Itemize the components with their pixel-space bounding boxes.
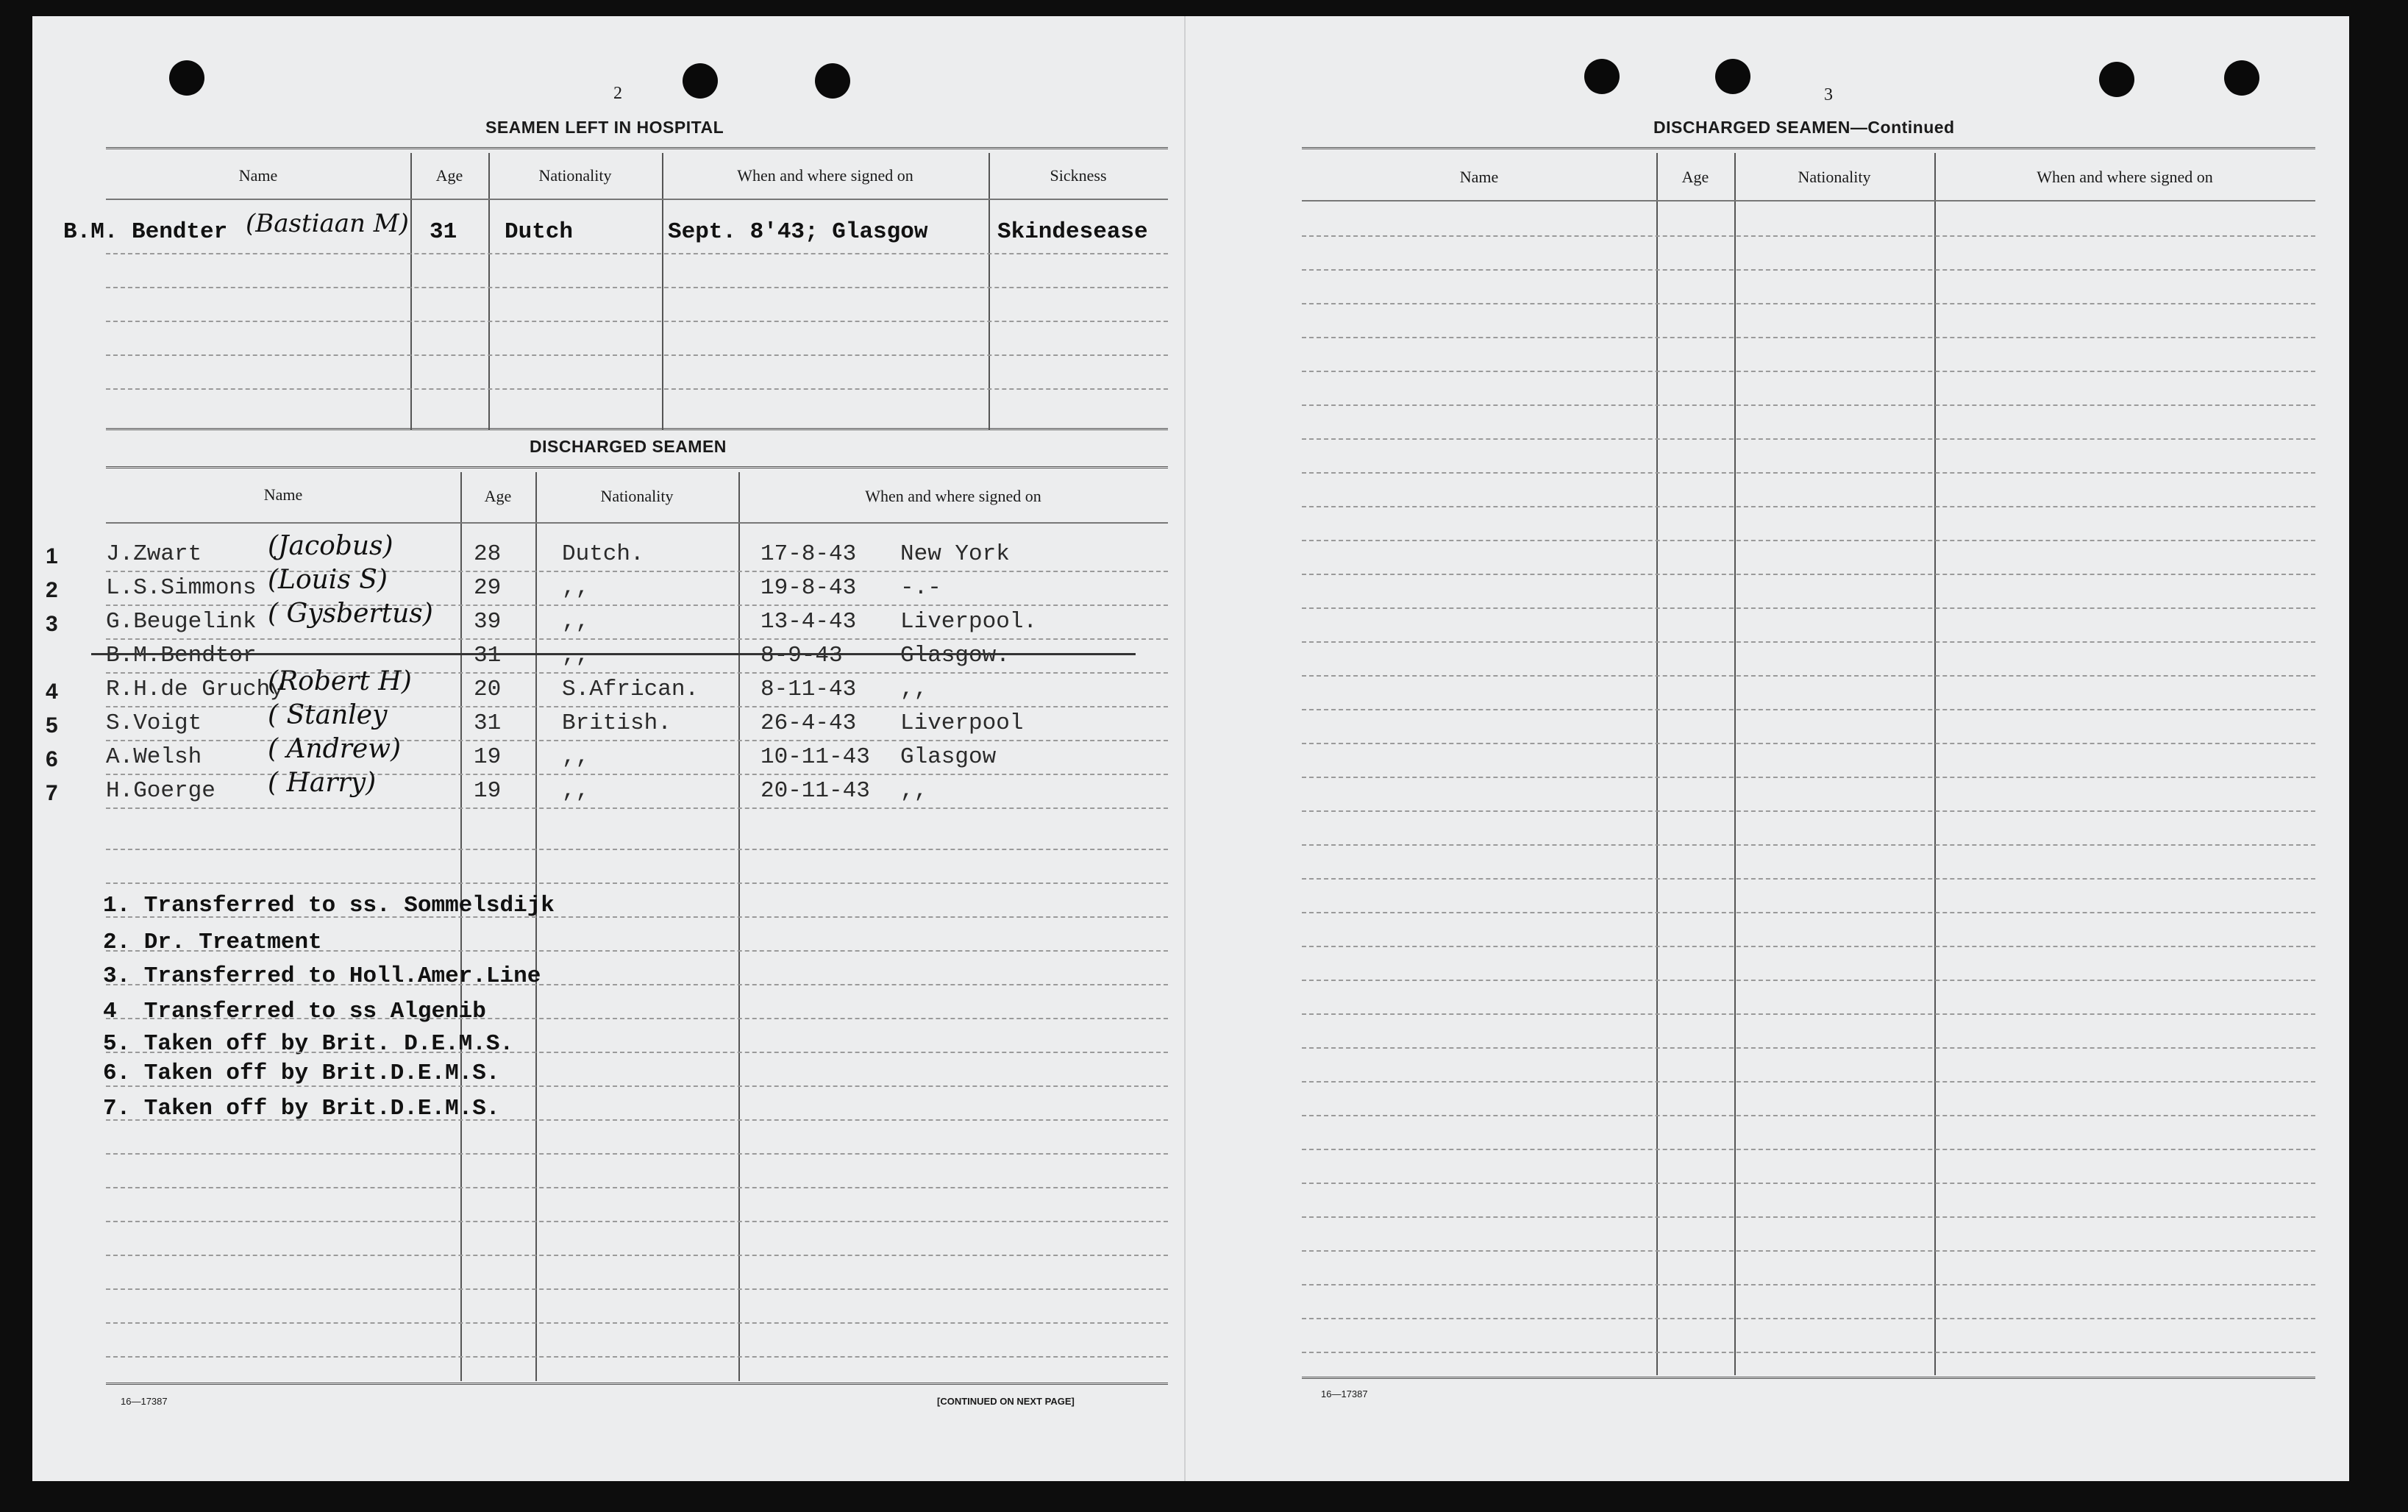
table-bottom-rule <box>106 428 1168 430</box>
row-rule <box>106 1356 1168 1358</box>
row-rule <box>106 1119 1168 1121</box>
strike-through-line <box>91 653 1136 655</box>
row-nat: ,, <box>562 778 590 804</box>
right-page <box>1184 16 2349 1481</box>
header-rule <box>106 199 1168 200</box>
row-rule <box>106 882 1168 884</box>
table-top-rule <box>1302 147 2315 149</box>
row-hand: ( Stanley <box>268 700 388 730</box>
header-rule <box>1302 200 2315 202</box>
row-rule <box>106 1255 1168 1256</box>
page-number: 2 <box>613 84 622 103</box>
row-rule <box>1302 574 2315 575</box>
row-date: 17-8-43 <box>760 541 857 567</box>
row-hand: ( Harry) <box>268 768 377 798</box>
row-rule <box>106 672 1168 674</box>
row-hand: (Jacobus) <box>268 531 393 561</box>
note-line: 3. Transferred to Holl.Amer.Line <box>103 963 541 989</box>
row-age: 19 <box>474 778 502 804</box>
row-rule <box>1302 303 2315 304</box>
row-name: J.Zwart <box>106 541 202 567</box>
row-rule <box>1302 1047 2315 1049</box>
row-rule <box>1302 1115 2315 1116</box>
row-place: Glasgow <box>900 744 997 770</box>
note-line: 2. Dr. Treatment <box>103 930 322 955</box>
row-rule <box>1302 743 2315 744</box>
row-rule <box>1302 607 2315 609</box>
row-rule <box>106 1187 1168 1188</box>
row-rule <box>1302 980 2315 981</box>
row-rule <box>106 1052 1168 1053</box>
punch-hole <box>169 60 204 96</box>
discharged-title: DISCHARGED SEAMEN <box>530 437 727 456</box>
row-num: 6 <box>46 747 58 771</box>
row-rule <box>1302 1081 2315 1083</box>
hospital-sickness: Skindesease <box>997 219 1148 245</box>
row-rule <box>1302 1352 2315 1353</box>
row-nat: S.African. <box>562 677 699 702</box>
row-rule <box>106 774 1168 775</box>
row-nat: ,, <box>562 744 590 770</box>
row-age: 31 <box>474 643 502 668</box>
row-rule <box>106 638 1168 640</box>
col-header-age: Age <box>435 166 463 185</box>
form-code: 16—17387 <box>1321 1388 1368 1399</box>
row-rule <box>106 740 1168 741</box>
row-rule <box>106 388 1168 390</box>
row-date: 13-4-43 <box>760 609 857 635</box>
col-header-signed-on: When and where signed on <box>2037 168 2213 186</box>
row-rule <box>106 1322 1168 1324</box>
row-num: 4 <box>46 680 58 704</box>
row-rule <box>106 287 1168 288</box>
row-rule <box>1302 1250 2315 1252</box>
row-age: 28 <box>474 541 502 567</box>
row-rule <box>106 321 1168 322</box>
row-rule <box>106 706 1168 707</box>
col-header-signed-on: When and where signed on <box>865 487 1041 505</box>
row-rule <box>1302 777 2315 778</box>
punch-hole <box>683 63 718 99</box>
row-place: New York <box>900 541 1010 567</box>
row-rule <box>1302 1013 2315 1015</box>
row-rule <box>1302 371 2315 372</box>
row-age: 19 <box>474 744 502 770</box>
row-rule <box>1302 878 2315 880</box>
note-line: 5. Taken off by Brit. D.E.M.S. <box>103 1031 514 1057</box>
note-line: 4 Transferred to ss Algenib <box>103 999 486 1024</box>
row-rule <box>1302 912 2315 913</box>
row-name: H.Goerge <box>106 778 215 804</box>
row-name: R.H.de Gruchy <box>106 677 284 702</box>
row-rule <box>106 253 1168 254</box>
table-top-rule <box>106 147 1168 149</box>
row-rule <box>106 605 1168 606</box>
hospital-name-handwritten: (Bastiaan M) <box>246 209 409 238</box>
punch-hole <box>2099 62 2134 97</box>
col-divider <box>535 472 537 1381</box>
page-number: 3 <box>1824 85 1833 104</box>
hospital-name: B.M. Bendter <box>63 219 228 245</box>
row-place: Glasgow. <box>900 643 1010 668</box>
row-rule <box>1302 235 2315 237</box>
row-rule <box>106 1221 1168 1222</box>
row-nat: Dutch. <box>562 541 644 567</box>
row-num: 7 <box>46 781 58 805</box>
col-header-age: Age <box>484 487 512 505</box>
row-rule <box>1302 709 2315 710</box>
row-rule <box>106 354 1168 356</box>
row-hand: (Robert H) <box>268 666 412 696</box>
hospital-nationality: Dutch <box>505 219 574 245</box>
row-rule <box>1302 1284 2315 1285</box>
row-num: 3 <box>46 612 58 636</box>
row-num: 2 <box>46 578 58 602</box>
row-hand: (Louis S) <box>268 565 388 595</box>
row-hand: ( Gysbertus) <box>268 599 433 629</box>
continued-note: [CONTINUED ON NEXT PAGE] <box>937 1396 1075 1407</box>
col-header-signed-on: When and where signed on <box>737 166 913 185</box>
row-nat: ,, <box>562 575 590 601</box>
row-name: G.Beugelink <box>106 609 257 635</box>
row-date: 10-11-43 <box>760 744 870 770</box>
col-header-nationality: Nationality <box>600 487 674 505</box>
row-date: 19-8-43 <box>760 575 857 601</box>
header-rule <box>106 522 1168 524</box>
row-rule <box>106 849 1168 850</box>
row-name: S.Voigt <box>106 710 202 736</box>
row-rule <box>1302 675 2315 677</box>
row-rule <box>1302 337 2315 338</box>
punch-hole <box>815 63 850 99</box>
hospital-age: 31 <box>430 219 457 245</box>
hospital-signed-on: Sept. 8'43; Glasgow <box>668 219 928 245</box>
row-rule <box>1302 472 2315 474</box>
row-rule <box>1302 404 2315 406</box>
punch-hole <box>1715 59 1750 94</box>
row-nat: British. <box>562 710 672 736</box>
row-rule <box>106 1085 1168 1087</box>
table-bottom-rule <box>1302 1377 2315 1379</box>
form-code: 16—17387 <box>121 1396 168 1407</box>
col-divider <box>738 472 740 1381</box>
row-rule <box>106 571 1168 572</box>
col-header-name: Name <box>263 485 303 504</box>
col-divider <box>460 472 462 1381</box>
row-rule <box>1302 1318 2315 1319</box>
row-rule <box>106 916 1168 918</box>
col-header-age: Age <box>1681 168 1709 186</box>
row-age: 20 <box>474 677 502 702</box>
row-name: L.S.Simmons <box>106 575 257 601</box>
row-rule <box>1302 269 2315 271</box>
row-nat: ,, <box>562 643 590 668</box>
continued-title: DISCHARGED SEAMEN—Continued <box>1653 118 1955 137</box>
punch-hole <box>2224 60 2259 96</box>
col-header-nationality: Nationality <box>538 166 612 185</box>
row-place: Liverpool. <box>900 609 1038 635</box>
row-rule <box>106 1153 1168 1155</box>
left-page <box>32 16 1184 1481</box>
row-rule <box>1302 810 2315 812</box>
row-rule <box>106 1018 1168 1019</box>
row-age: 39 <box>474 609 502 635</box>
note-line: 7. Taken off by Brit.D.E.M.S. <box>103 1096 500 1121</box>
row-age: 29 <box>474 575 502 601</box>
row-rule <box>1302 641 2315 643</box>
row-rule <box>106 950 1168 952</box>
punch-hole <box>1584 59 1620 94</box>
row-place: ,, <box>900 778 928 804</box>
row-hand: ( Andrew) <box>268 734 402 764</box>
row-age: 31 <box>474 710 502 736</box>
row-rule <box>1302 946 2315 947</box>
col-header-name: Name <box>1459 168 1499 186</box>
row-rule <box>1302 1216 2315 1218</box>
row-rule <box>1302 506 2315 507</box>
hospital-title: SEAMEN LEFT IN HOSPITAL <box>485 118 724 137</box>
note-line: 1. Transferred to ss. Sommelsdijk <box>103 893 555 919</box>
row-date: 8-11-43 <box>760 677 857 702</box>
row-rule <box>106 984 1168 985</box>
row-rule <box>106 1288 1168 1290</box>
row-place: ,, <box>900 677 928 702</box>
col-header-nationality: Nationality <box>1798 168 1871 186</box>
row-rule <box>1302 1183 2315 1184</box>
table-bottom-rule <box>106 1383 1168 1385</box>
row-num: 1 <box>46 544 58 568</box>
row-rule <box>1302 438 2315 440</box>
row-name: A.Welsh <box>106 744 202 770</box>
table-top-rule <box>106 466 1168 468</box>
col-header-sickness: Sickness <box>1050 166 1107 185</box>
note-line: 6. Taken off by Brit.D.E.M.S. <box>103 1060 500 1086</box>
row-rule <box>1302 844 2315 846</box>
row-name: B.M.Bendtor <box>106 643 257 668</box>
row-place: -.- <box>900 575 941 601</box>
row-nat: ,, <box>562 609 590 635</box>
row-date: 8-9-43 <box>760 643 843 668</box>
col-header-name: Name <box>238 166 278 185</box>
row-num: 5 <box>46 713 58 738</box>
row-rule <box>106 807 1168 809</box>
row-rule <box>1302 540 2315 541</box>
row-place: Liverpool <box>900 710 1024 736</box>
row-date: 26-4-43 <box>760 710 857 736</box>
row-rule <box>1302 1149 2315 1150</box>
row-date: 20-11-43 <box>760 778 870 804</box>
